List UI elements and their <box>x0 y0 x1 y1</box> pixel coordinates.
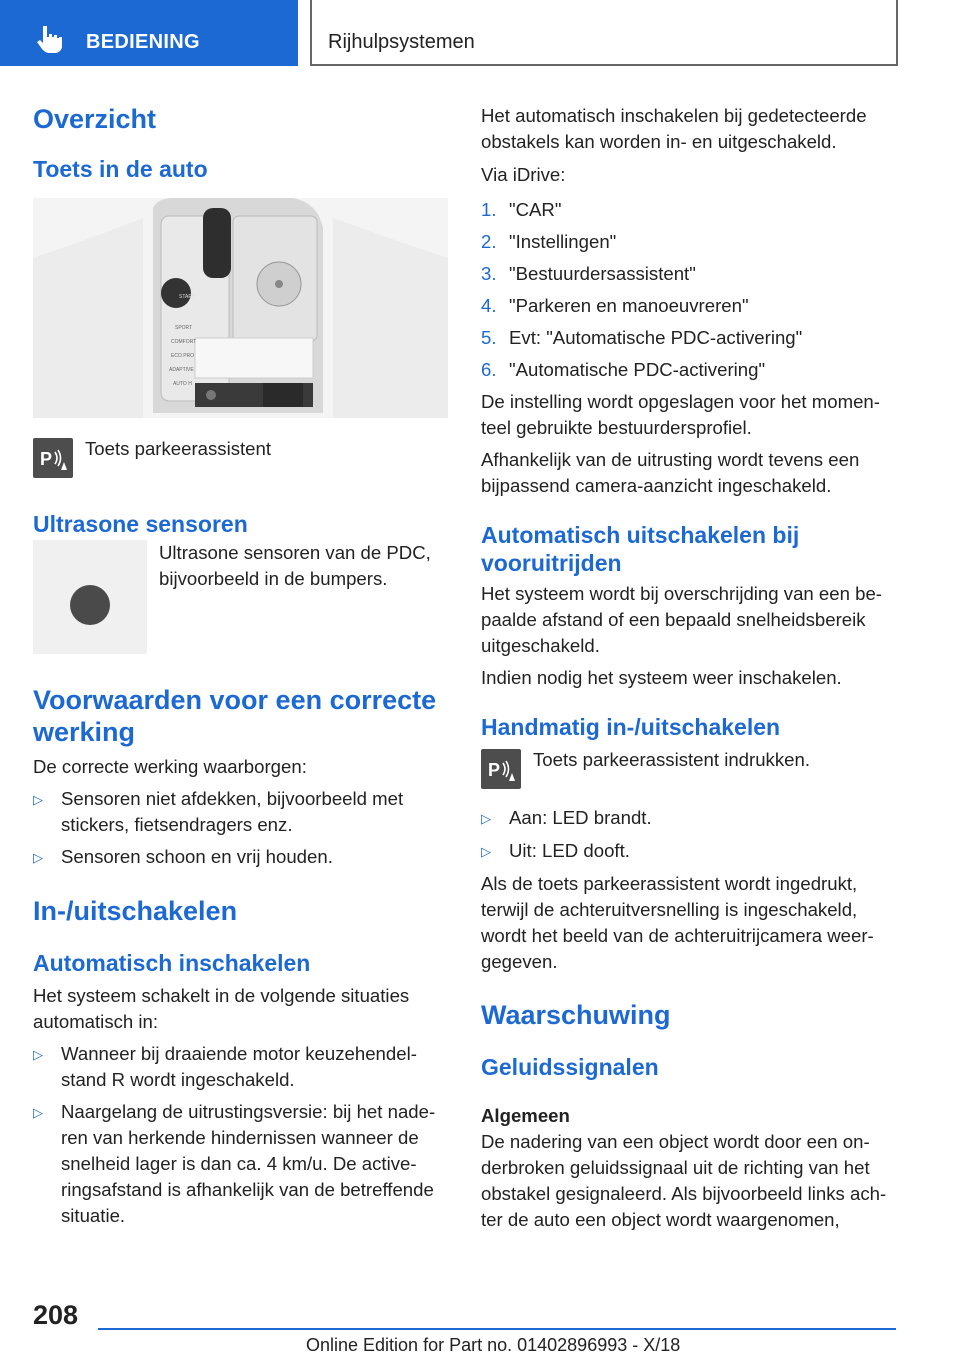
profiel-text: De instelling wordt opgeslagen voor het momen-teel gebruikte bestuurdersprofiel. <box>481 391 880 438</box>
left-column <box>33 100 448 1229</box>
camera-text: Afhankelijk van de uitrusting wordt tevens een bijpassend camera-aanzicht ingeschakeld. <box>481 449 860 496</box>
footer-divider <box>98 1328 896 1330</box>
heading-ultrasone-sensoren: Ultrasone sensoren <box>33 511 248 537</box>
list-item: 2. "Instellingen" <box>481 231 617 252</box>
heading-waarschuwing: Waarschuwing <box>481 1000 671 1030</box>
heading-handmatig: Handmatig in-/uitschakelen <box>481 714 781 740</box>
toets-parkeerassistent-row <box>33 438 448 480</box>
list-item: 3. "Bestuurdersassistent" <box>481 263 696 284</box>
heading-voorwaarden: Voorwaarden voor een correcte werking <box>33 685 437 747</box>
section-header <box>310 0 898 66</box>
list-item: 1. "CAR" <box>481 199 562 220</box>
heading-toets-in-de-auto: Toets in de auto <box>33 156 208 182</box>
edition-info: Online Edition for Part no. 01402896993 - X/18 <box>306 1335 681 1355</box>
list-item: ▷ Wanneer bij draaiende motor keuzehendel-stand R wordt ingeschakeld. <box>33 1041 448 1093</box>
achteruit-text: Als de toets parkeerassistent wordt ingedrukt, terwijl de achteruitversnelling is ingeschakeld, wordt het beeld van de achteruitrijcamera weer-gegeven. <box>481 873 874 972</box>
svg-text:P: P <box>488 760 501 780</box>
chapter-label: BEDIENING <box>86 31 200 53</box>
list-item: ▷ Sensoren niet afdekken, bijvoorbeeld met stickers, fietsendragers enz. <box>33 786 448 838</box>
heading-automatisch-uitschakelen: Automatisch uitschakelen bij vooruitrijden <box>481 522 800 576</box>
algemeen-text: De nadering van een object wordt door een on-derbroken geluidssignaal uit de richting van het obstakel gesignaleerd. Als bijvoorbeeld links ach-ter de auto een object wordt waargenomen, <box>481 1131 887 1230</box>
park-assist-icon <box>481 749 521 789</box>
list-item: ▷ Aan: LED brandt. <box>481 805 896 832</box>
triangle-bullet-icon: ▷ <box>33 792 43 807</box>
list-item: 6. "Automatische PDC-activering" <box>481 359 766 380</box>
list-item: 4. "Parkeren en manoeuvreren" <box>481 295 749 316</box>
list-item: ▷ Sensoren schoon en vrij houden. <box>33 844 448 871</box>
heading-automatisch-inschakelen: Automatisch inschakelen <box>33 950 311 976</box>
via-idrive: Via iDrive: <box>481 164 566 185</box>
triangle-bullet-icon: ▷ <box>481 844 491 859</box>
toets-parkeerassistent-label: Toets parkeerassistent <box>85 438 272 459</box>
list-item: ▷ Uit: LED dooft. <box>481 838 896 865</box>
mode-comfort-label: COMFORT <box>171 339 197 345</box>
heading-overzicht: Overzicht <box>33 104 157 134</box>
mode-sport-label: SPORT <box>175 325 193 331</box>
triangle-bullet-icon: ▷ <box>33 850 43 865</box>
svg-text:P: P <box>40 449 53 469</box>
heading-in-uitschakelen: In-/uitschakelen <box>33 896 238 926</box>
handmatig-text: Toets parkeerassistent indrukken. <box>533 749 810 770</box>
voorwaarden-intro: De correcte werking waarborgen: <box>33 756 307 777</box>
center-console-illustration <box>33 198 448 418</box>
idrive-steps <box>481 197 896 383</box>
list-item: 5. Evt: "Automatische PDC-activering" <box>481 327 803 348</box>
mode-eco-pro-label: ECO PRO <box>171 353 195 359</box>
ultrasone-block <box>33 540 448 654</box>
chapter-tab <box>0 0 298 66</box>
right-column <box>481 100 896 1233</box>
auto-in-intro: Het systeem schakelt in de volgende situaties automatisch in: <box>33 985 410 1032</box>
heading-algemeen: Algemeen <box>481 1105 570 1126</box>
pointing-hand-icon <box>34 24 66 54</box>
center-console-photo <box>33 198 448 418</box>
auto-uit-text-2: Indien nodig het systeem weer inschakelen. <box>481 667 842 688</box>
triangle-bullet-icon: ▷ <box>33 1047 43 1062</box>
svg-text:START: START <box>179 294 195 300</box>
section-label: Rijhulpsystemen <box>328 31 475 53</box>
auto-uit-text: Het systeem wordt bij overschrijding van een be-paalde afstand of een bepaald snelheidsbereik uitgeschakeld. <box>481 583 882 656</box>
list-item: ▷ Naargelang de uitrustingsversie: bij het nade-ren van herkende hindernissen wanneer de snelheid lager is dan ca. 4 km/u. De active-ringsafstand is afhankelijk van de betreffende situatie. <box>33 1099 448 1229</box>
ultrasonic-sensor-image <box>33 540 147 654</box>
triangle-bullet-icon: ▷ <box>33 1105 43 1120</box>
auto-h-label: AUTO H <box>173 381 192 387</box>
page-number: 208 <box>33 1300 79 1330</box>
handmatig-row <box>481 749 896 791</box>
triangle-bullet-icon: ▷ <box>481 811 491 826</box>
park-assist-icon <box>33 438 73 478</box>
ultrasone-text: Ultrasone sensoren van de PDC, bijvoorbeeld in de bumpers. <box>159 542 431 589</box>
mode-adaptive-label: ADAPTIVE <box>169 367 194 373</box>
auto-detect-intro: Het automatisch inschakelen bij gedetecteerde obstakels kan worden in- en uitgeschakeld. <box>481 105 867 152</box>
heading-geluidssignalen: Geluidssignalen <box>481 1054 659 1080</box>
